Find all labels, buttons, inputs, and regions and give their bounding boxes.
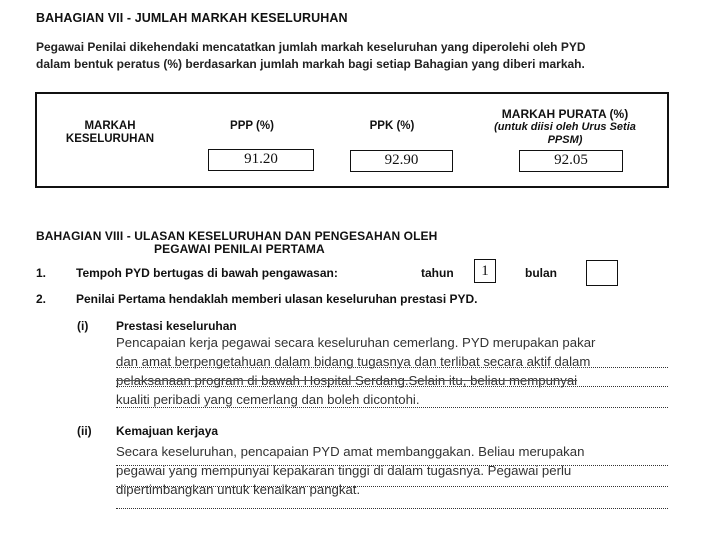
item-1-number: 1. <box>36 266 47 280</box>
prestasi-comment-line-1[interactable]: Pencapaian kerja pegawai secara keseluruhan cemerlang. PYD merupakan pakar <box>116 335 596 350</box>
item-1-text: Tempoh PYD bertugas di bawah pengawasan: <box>76 266 338 280</box>
purata-value-field[interactable]: 92.05 <box>519 150 623 172</box>
kemajuan-comment-line-3[interactable]: dipertimbangkan untuk kenaikan pangkat. <box>116 482 361 497</box>
sub-item-i-number: (i) <box>77 319 89 333</box>
prestasi-comment-line-2[interactable]: dan amat berpengetahuan dalam bidang tugasnya dan terlibat secara aktif dalam <box>116 354 591 369</box>
header-ppk: PPK (%) <box>369 120 415 132</box>
ppk-value-field[interactable]: 92.90 <box>350 150 453 172</box>
prestasi-comment-line-3[interactable]: pelaksanaan program di bawah Hospital Serdang.Selain itu, beliau mempunyai <box>116 373 578 388</box>
section-7-intro-line-2: dalam bentuk peratus (%) berdasarkan jumlah markah bagi setiap Bahagian yang diberi markah. <box>36 57 585 71</box>
tahun-label: tahun <box>421 266 454 280</box>
dotted-line <box>116 465 668 466</box>
dotted-line <box>116 486 668 487</box>
item-2-text: Penilai Pertama hendaklah memberi ulasan keseluruhan prestasi PYD. <box>76 292 478 306</box>
section-7-intro-line-1: Pegawai Penilai dikehendaki mencatatkan jumlah markah keseluruhan yang diperolehi oleh PYD <box>36 40 586 54</box>
dotted-line <box>116 386 668 387</box>
header-markah-purata: MARKAH PURATA (%) (untuk diisi oleh Urus Setia PPSM) <box>494 107 636 146</box>
markah-table <box>35 92 669 188</box>
kemajuan-comment-line-1[interactable]: Secara keseluruhan, pencapaian PYD amat membanggakan. Beliau merupakan <box>116 444 585 459</box>
dotted-line <box>116 407 668 408</box>
section-8-title-line-1: BAHAGIAN VIII - ULASAN KESELURUHAN DAN PENGESAHAN OLEH <box>36 229 438 243</box>
bulan-label: bulan <box>525 266 557 280</box>
section-7-title: BAHAGIAN VII - JUMLAH MARKAH KESELURUHAN <box>36 11 348 25</box>
ppp-value-field[interactable]: 91.20 <box>208 149 314 171</box>
header-ppp: PPP (%) <box>230 120 274 132</box>
tahun-field[interactable]: 1 <box>474 259 496 283</box>
item-2-number: 2. <box>36 292 47 306</box>
bulan-field[interactable] <box>586 260 618 286</box>
dotted-line <box>116 508 668 509</box>
header-markah-keseluruhan: MARKAH KESELURUHAN <box>65 120 155 145</box>
prestasi-comment-line-4[interactable]: kualiti peribadi yang cemerlang dan boleh dicontohi. <box>116 392 420 407</box>
kemajuan-comment-line-2[interactable]: pegawai yang mempunyai kepakaran tinggi di dalam tugasnya. Pegawai perlu <box>116 463 572 478</box>
sub-item-i-label: Prestasi keseluruhan <box>116 319 237 333</box>
sub-item-ii-number: (ii) <box>77 424 92 438</box>
sub-item-ii-label: Kemajuan kerjaya <box>116 424 219 438</box>
dotted-line <box>116 367 668 368</box>
section-8-title-line-2: PEGAWAI PENILAI PERTAMA <box>154 242 325 256</box>
